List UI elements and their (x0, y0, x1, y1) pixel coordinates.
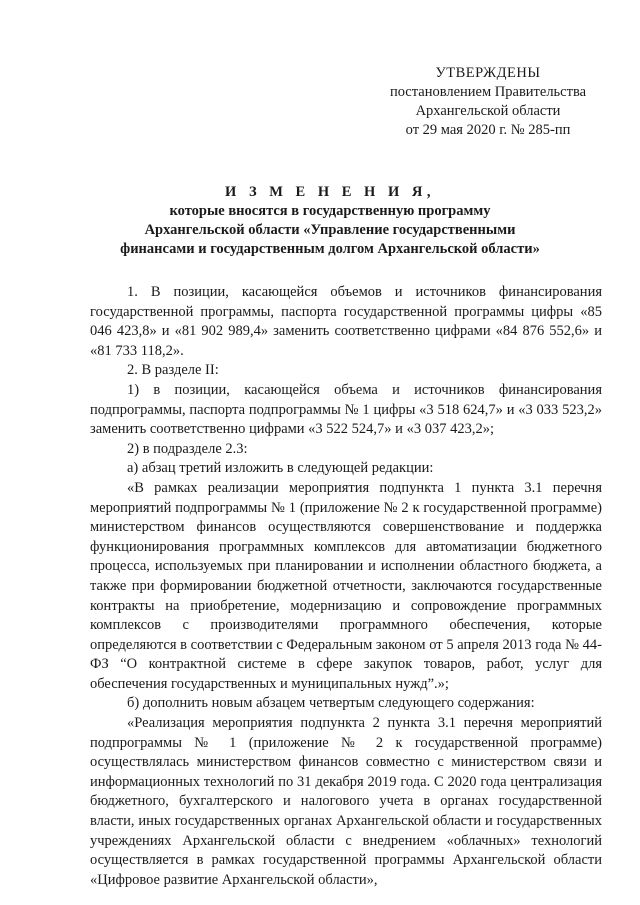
paragraph-subitem-b: б) дополнить новым абзацем четвертым следующего содержания: (127, 695, 535, 712)
approval-line-3: от 29 мая 2020 г. № 285-пп (405, 122, 571, 138)
document-body (90, 283, 602, 890)
heading-line-2: Архангельской области «Управление государственными (144, 222, 516, 238)
paragraph-subitem-1: 1) в позиции, касающейся объема и источников финансирования подпрограммы, паспорта подпрограммы № 1 цифры «3 518 624,7» и «3 033 523,2» заменить соответственно цифрами «3 522 524,7» и «3 037 423,2»; (90, 381, 602, 438)
heading-line-3: финансами и государственным долгом Архангельской области» (120, 241, 540, 257)
paragraph-quote-1: «В рамках реализации мероприятия подпункта 1 пункта 3.1 перечня мероприятий подпрограммы № 1 (приложение № 2 к государственной программе) министерством финансов осуществляются совершенствование и поддержка функционирования программных комплексов для автоматизации бюджетного процесса, используемых при планировании и исполнении областного бюджета, а также при формировании бюджетной отчетности, заключаются государственные контракты на приобретение, модернизацию и сопровождение программных комплексов с производителями программного обеспечения, которые определяются в соответствии с Федеральным законом от 5 апреля 2013 года № 44-ФЗ “О контрактной системе в сфере закупок товаров, работ, услуг для обеспечения государственных и муниципальных нужд”.»; (90, 479, 602, 692)
paragraph-subitem-2: 2) в подразделе 2.3: (127, 440, 248, 457)
paragraph-item-2: 2. В разделе II: (127, 362, 219, 379)
document-heading (60, 183, 600, 259)
heading-title: И З М Е Н Е Н И Я, (225, 184, 435, 200)
approval-title: УТВЕРЖДЕНЫ (435, 65, 541, 81)
paragraph-quote-2: «Реализация мероприятия подпункта 2 пункта 3.1 перечня мероприятий подпрограммы № 1 (приложение № 2 к государственной программе) осуществлялась министерством финансов совместно с министерством связи и информационных технологий по 31 декабря 2019 года. С 2020 года централизация бюджетного, бухгалтерского и налогового учета в органах государственной власти, иных государственных органах Архангельской области и государственных учреждениях Архангельской области с внедрением «облачных» технологий осуществляется в рамках государственной программы Архангельской области «Цифровое развитие Архангельской области», (90, 715, 602, 888)
approval-line-2: Архангельской области (415, 103, 561, 119)
approval-stamp (368, 64, 608, 140)
paragraph-item-1: 1. В позиции, касающейся объемов и источников финансирования государственной программы, паспорта государственной программы цифры «85 046 423,8» и «81 902 989,4» заменить соответственно цифрами «84 876 552,6» и «81 733 118,2». (90, 284, 602, 359)
heading-line-1: которые вносятся в государственную программу (169, 203, 491, 219)
approval-line-1: постановлением Правительства (389, 84, 587, 100)
paragraph-subitem-a: а) абзац третий изложить в следующей редакции: (127, 460, 434, 477)
